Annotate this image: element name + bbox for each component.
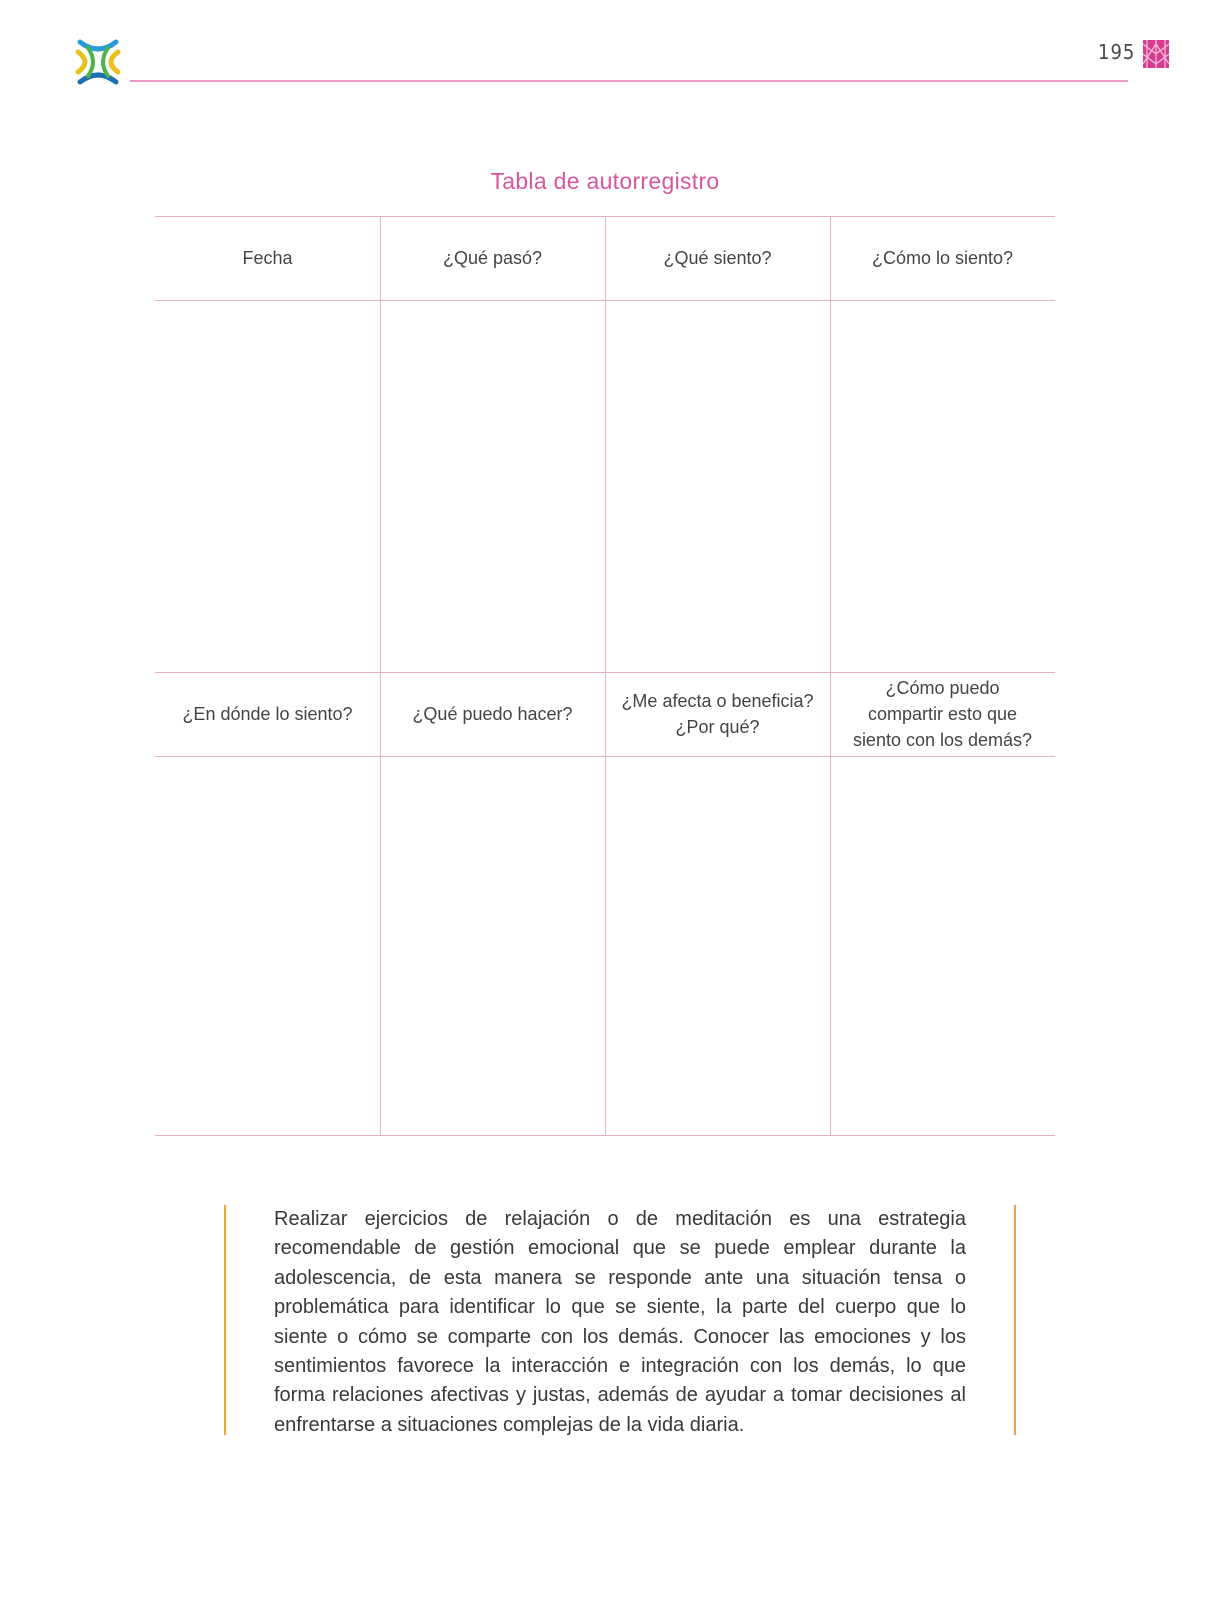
cell-en-donde-entry[interactable]	[155, 757, 380, 1135]
header-que-siento: ¿Qué siento?	[663, 248, 772, 268]
table-title: Tabla de autorregistro	[490, 168, 720, 194]
note-bar-left	[224, 1205, 226, 1435]
header-que-puedo-hacer: ¿Qué puedo hacer?	[412, 704, 573, 724]
header-fecha: Fecha	[242, 248, 293, 268]
cell-que-puedo-hacer-entry[interactable]	[380, 757, 605, 1135]
cell-que-paso-entry[interactable]	[380, 301, 605, 672]
header-que-paso: ¿Qué pasó?	[442, 248, 543, 268]
cell-que-siento-entry[interactable]	[605, 301, 830, 672]
note-text: Realizar ejercicios de relajación o de meditación es una estrategia recomendable de gestión emocional que se puede emplear durante la adolescencia, de esta manera se responde ante una situación tensa o problemática para identificar lo que se siente, la parte del cuerpo que lo siente o cómo se comparte con los demás. Conocer las emociones y los sentimientos favorece la interacción e integración con los demás, lo que forma relaciones afectivas y justas, además de ayudar a tomar decisiones al enfrentarse a situaciones complejas de la vida diaria.	[274, 1208, 966, 1436]
self-record-table	[155, 216, 1055, 1136]
header-como-puedo-compartir: ¿Cómo puedo compartir esto que siento con los demás?	[852, 678, 1033, 750]
cell-me-afecta-entry[interactable]	[605, 757, 830, 1135]
header-como-lo-siento: ¿Cómo lo siento?	[871, 248, 1014, 268]
cell-como-lo-siento-entry[interactable]	[830, 301, 1055, 672]
interlocking-arcs-logo-icon	[74, 38, 122, 86]
header-en-donde-lo-siento: ¿En dónde lo siento?	[182, 704, 353, 724]
header-rule	[130, 80, 1128, 82]
magenta-pattern-square-icon	[1143, 40, 1169, 68]
note-bar-right	[1014, 1205, 1016, 1435]
cell-como-compartir-entry[interactable]	[830, 757, 1055, 1135]
header-me-afecta-o-beneficia: ¿Me afecta o beneficia? ¿Por qué?	[621, 691, 814, 737]
info-note	[224, 1205, 1016, 1435]
cell-fecha-entry[interactable]	[155, 301, 380, 672]
page-number: 195	[1098, 40, 1136, 64]
